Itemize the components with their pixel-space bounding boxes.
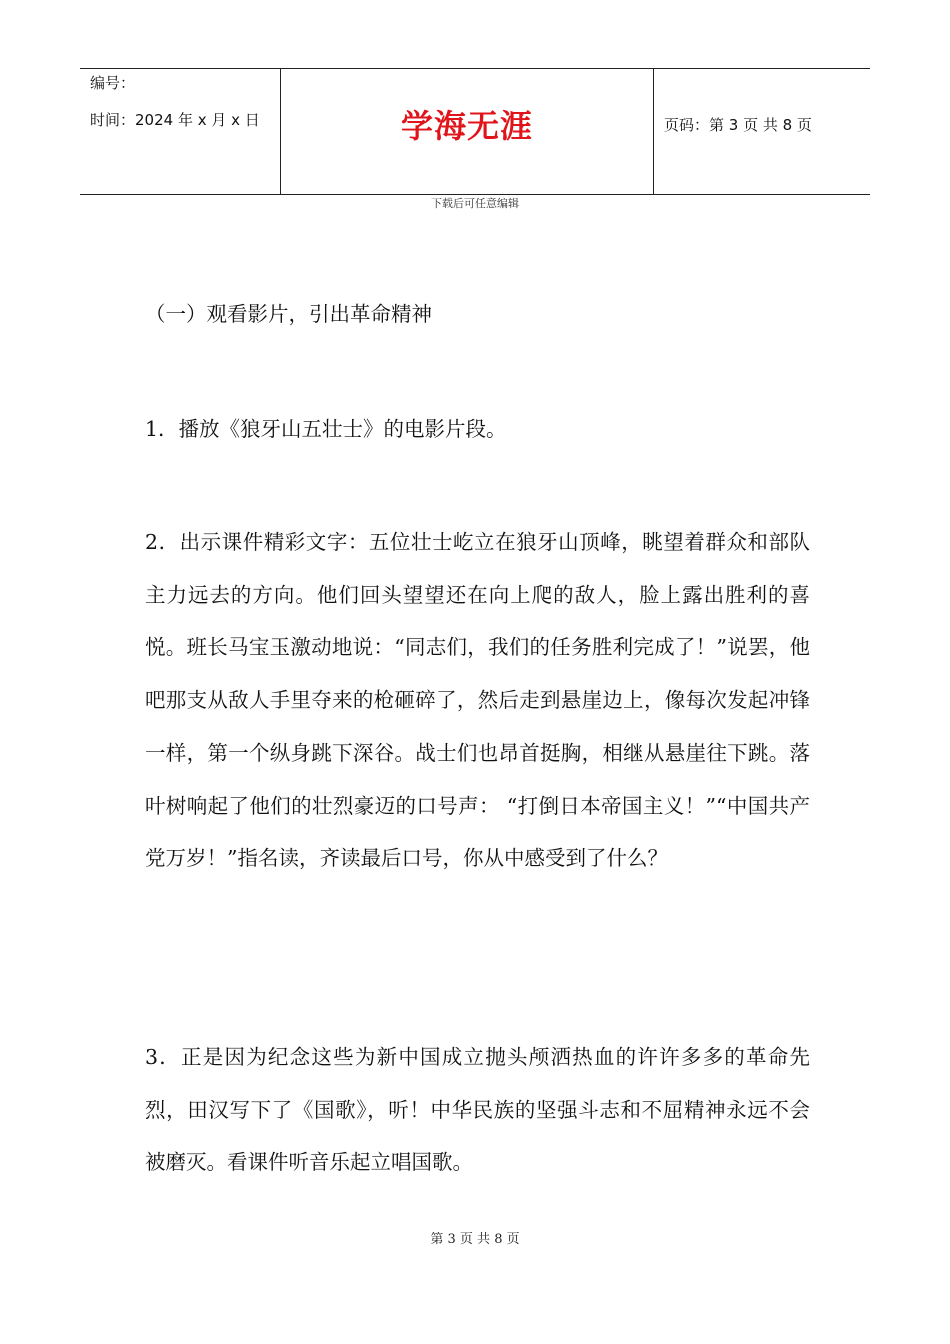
time-label: 时间：2024 年 x 月 x 日 xyxy=(90,111,260,129)
paragraph-item-1: 1．播放《狼牙山五壮士》的电影片段。 xyxy=(145,417,507,441)
header-brand-cell xyxy=(281,69,654,194)
header-page-cell xyxy=(654,69,870,194)
page-label: 页码：第 3 页 共 8 页 xyxy=(664,116,812,134)
paragraph-item-2: 2．出示课件精彩文字：五位壮士屹立在狼牙山顶峰，眺望着群众和部队主力远去的方向。他们回头望望还在向上爬的敌人，脸上露出胜利的喜悦。班长马宝玉激动地说：“同志们，我们的任务胜利完成了！”说罢，他吧那支从敌人手里夺来的枪砸碎了，然后走到悬崖边上，像每次发起冲锋一样，第一个纵身跳下深谷。战士们也昂首挺胸，相继从悬崖往下跳。落叶树响起了他们的壮烈豪迈的口号声： “打倒日本帝国主义！”“中国共产党万岁！”指名读，齐读最后口号，你从中感受到了什么？ xyxy=(145,530,810,871)
paragraph-item-3: 3．正是因为纪念这些为新中国成立抛头颅洒热血的许许多多的革命先烈，田汉写下了《国歌》，听！中华民族的坚强斗志和不屈精神永远不会被磨灭。看课件听音乐起立唱国歌。 xyxy=(145,1045,810,1175)
header-info-cell xyxy=(80,69,281,194)
editable-note: 下载后可任意编辑 xyxy=(431,197,519,210)
document-header xyxy=(80,68,870,195)
brand-title: 学海无涯 xyxy=(400,107,533,145)
code-label: 编号： xyxy=(90,74,136,92)
page-footer: 第 3 页 共 8 页 xyxy=(430,1232,520,1247)
section-title: （一）观看影片，引出革命精神 xyxy=(145,302,432,326)
